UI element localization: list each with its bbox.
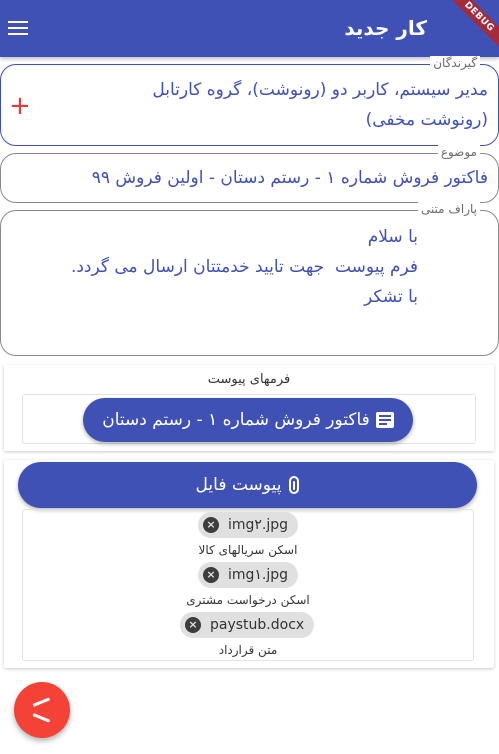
recipients-value-line: (رونوشت مخفی) bbox=[365, 110, 488, 130]
recipients-label: گیرندگان bbox=[430, 56, 480, 70]
subject-field[interactable] bbox=[0, 145, 499, 203]
body-text-field[interactable] bbox=[0, 202, 499, 356]
file-name: img۱.jpg bbox=[228, 567, 289, 583]
file-caption: اسکن سریالهای کالا bbox=[198, 543, 298, 557]
file-chip[interactable] bbox=[198, 512, 298, 538]
send-icon bbox=[30, 700, 54, 720]
file-chip[interactable] bbox=[180, 612, 314, 638]
menu-icon[interactable] bbox=[8, 17, 30, 39]
body-text-line: با سلام bbox=[367, 227, 418, 247]
add-recipient-icon[interactable]: + bbox=[9, 91, 31, 121]
file-name: paystub.docx bbox=[210, 617, 305, 633]
remove-file-icon[interactable]: × bbox=[203, 567, 219, 583]
paperclip-icon bbox=[289, 476, 299, 494]
send-button[interactable] bbox=[14, 682, 70, 738]
attach-file-button[interactable] bbox=[18, 462, 477, 508]
attached-form-label: فاکتور فروش شماره ۱ - رستم دستان bbox=[102, 410, 370, 430]
attach-file-label: پیوست فایل bbox=[195, 475, 282, 495]
recipients-value-line: مدیر سیستم، کاربر دو (رونوشت)، گروه کارتابل bbox=[152, 80, 488, 100]
attached-form-chip[interactable] bbox=[83, 398, 413, 442]
file-caption: متن قرارداد bbox=[218, 643, 278, 657]
body-text-value bbox=[71, 222, 418, 312]
remove-file-icon[interactable]: × bbox=[185, 617, 201, 633]
subject-value: فاکتور فروش شماره ۱ - رستم دستان - اولین فروش ۹۹ bbox=[91, 168, 488, 188]
body-text-line: فرم پیوست جهت تایید خدمتتان ارسال می گردد. bbox=[70, 257, 418, 277]
remove-file-icon[interactable]: × bbox=[203, 517, 219, 533]
recipients-value bbox=[48, 75, 488, 135]
body-text-label: پاراف متنی bbox=[418, 202, 480, 216]
subject-label: موضوع bbox=[438, 145, 480, 159]
attached-forms-heading: فرمهای پیوست bbox=[207, 372, 291, 387]
form-doc-icon bbox=[376, 412, 394, 428]
body-text-line: با تشکر bbox=[364, 287, 418, 307]
file-chip[interactable] bbox=[198, 562, 298, 588]
file-caption: اسکن درخواست مشتری bbox=[186, 593, 310, 607]
page-title: کار جدید bbox=[344, 16, 427, 40]
recipients-field[interactable] bbox=[0, 56, 499, 146]
file-name: img۲.jpg bbox=[228, 517, 289, 533]
debug-banner: DEBUG bbox=[439, 0, 499, 57]
app-bar bbox=[0, 0, 499, 57]
